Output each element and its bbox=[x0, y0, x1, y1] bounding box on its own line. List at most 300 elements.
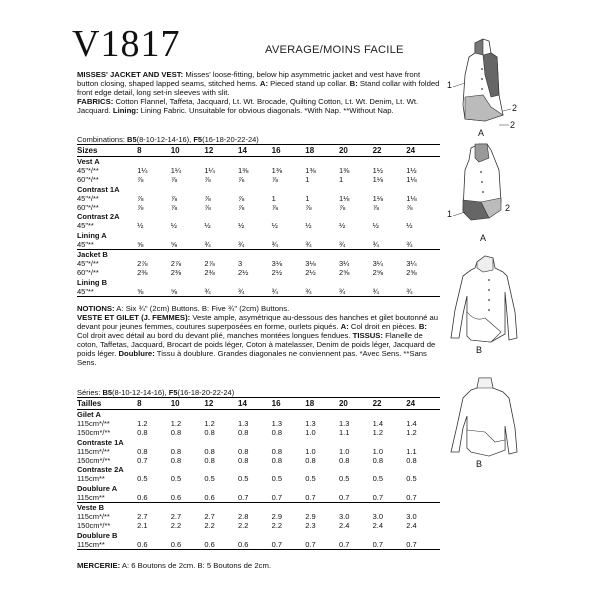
table-cell: 1½ bbox=[406, 166, 417, 176]
table-cell: 0.7 bbox=[238, 492, 249, 502]
fig-a2-letter: A bbox=[480, 233, 487, 243]
table-row bbox=[77, 203, 440, 212]
table-row bbox=[77, 447, 440, 456]
empty-cell bbox=[406, 410, 440, 420]
row-label: 115cm*/** bbox=[77, 419, 110, 429]
empty-cell bbox=[137, 438, 171, 447]
empty-cell bbox=[373, 438, 407, 447]
empty-cell bbox=[204, 438, 238, 447]
en-combinations-label: Combinations: bbox=[77, 135, 125, 144]
table-cell: 3 bbox=[238, 259, 243, 269]
row-label: Contraste 2A bbox=[77, 465, 124, 475]
en-notions-text: A: Six ¾" (2cm) Buttons. B: Five ¾" (2cm) Buttons. bbox=[114, 304, 290, 313]
fig-b2-letter: B bbox=[476, 459, 483, 469]
empty-cell bbox=[305, 185, 339, 194]
table-cell: ⅞ bbox=[204, 193, 211, 203]
table-cell: 0.8 bbox=[338, 456, 350, 466]
table-cell: 1.0 bbox=[338, 446, 350, 456]
table-cell: ⅞ bbox=[170, 175, 177, 185]
empty-cell bbox=[373, 465, 407, 474]
empty-cell bbox=[373, 185, 407, 194]
fr-combo-b5: B5 bbox=[102, 388, 113, 397]
row-label: 45"** bbox=[77, 239, 94, 249]
fr-b-text: Col droit avec détail au bord du devant plié, manches montées longues fendues. bbox=[77, 331, 353, 341]
table-cell: 2½ bbox=[271, 268, 283, 278]
empty-cell bbox=[272, 503, 306, 513]
empty-cell bbox=[339, 231, 373, 240]
table-cell: ¾ bbox=[339, 287, 373, 297]
empty-cell bbox=[137, 503, 171, 513]
row-label: Lining A bbox=[77, 230, 107, 240]
table-cell: 2½ bbox=[305, 268, 316, 278]
table-cell: 2.2 bbox=[271, 521, 283, 531]
empty-cell bbox=[272, 157, 306, 167]
table-cell: 2.7 bbox=[204, 512, 215, 522]
table-cell: ⅞ bbox=[204, 203, 211, 213]
row-label: 150cm*/** bbox=[77, 521, 111, 531]
table-cell: 1.3 bbox=[305, 419, 316, 429]
table-row bbox=[77, 474, 440, 483]
table-cell: ½ bbox=[238, 221, 245, 231]
empty-cell bbox=[171, 212, 205, 221]
fr-doublure-label: Doublure: bbox=[118, 349, 155, 359]
table-cell: 3¼ bbox=[338, 259, 350, 269]
table-cell: 2.2 bbox=[170, 521, 182, 531]
table-cell: 1⅛ bbox=[338, 193, 350, 203]
table-cell: 1.3 bbox=[238, 419, 249, 429]
empty-cell bbox=[238, 278, 272, 287]
empty-cell bbox=[339, 410, 373, 420]
empty-cell bbox=[238, 212, 272, 221]
empty-cell bbox=[238, 531, 272, 540]
table-cell: 1.0 bbox=[305, 428, 316, 438]
table-cell: ½ bbox=[204, 221, 211, 231]
table-cell: 2.3 bbox=[305, 521, 316, 531]
empty-cell bbox=[339, 185, 373, 194]
table-cell: 0.8 bbox=[170, 446, 182, 456]
empty-cell bbox=[305, 231, 339, 240]
en-lining-label: Lining: bbox=[112, 106, 139, 116]
table-cell: 1.1 bbox=[338, 428, 350, 438]
table-cell: 3¼ bbox=[372, 259, 384, 269]
empty-cell bbox=[272, 212, 306, 221]
table-cell: 1.1 bbox=[406, 446, 417, 456]
empty-cell bbox=[137, 212, 171, 221]
empty-cell bbox=[406, 231, 440, 240]
empty-cell bbox=[272, 231, 306, 240]
empty-cell bbox=[272, 278, 306, 287]
table-cell: 0.5 bbox=[271, 474, 283, 484]
empty-cell bbox=[171, 465, 205, 474]
empty-cell bbox=[339, 278, 373, 287]
empty-cell bbox=[238, 484, 272, 493]
en-combo-f5: F5 bbox=[193, 135, 203, 144]
header-size: 14 bbox=[238, 145, 272, 157]
table-cell: 0.5 bbox=[372, 474, 384, 484]
french-description bbox=[77, 313, 440, 368]
table-section-row bbox=[77, 212, 440, 221]
table-cell: 0.8 bbox=[238, 456, 249, 466]
table-cell: ¾ bbox=[305, 287, 339, 297]
empty-cell bbox=[204, 231, 238, 240]
empty-cell bbox=[137, 278, 171, 287]
table-cell: ⅞ bbox=[170, 193, 177, 203]
table-cell: 0.7 bbox=[373, 540, 407, 550]
empty-cell bbox=[238, 231, 272, 240]
table-row bbox=[77, 540, 440, 550]
header-size: 20 bbox=[339, 145, 373, 157]
row-label: Doublure B bbox=[77, 530, 118, 540]
en-fabrics-label: FABRICS: bbox=[77, 97, 114, 107]
fr-a-label: A: bbox=[340, 322, 349, 332]
table-cell: 2.9 bbox=[271, 512, 283, 522]
empty-cell bbox=[373, 212, 407, 221]
en-a-label: A: bbox=[259, 79, 269, 89]
header-size: 10 bbox=[171, 398, 205, 410]
header-sizes: Tailles bbox=[77, 398, 137, 410]
empty-cell bbox=[137, 250, 171, 260]
en-fabrics-text: Cotton Flannel, Taffeta, Jacquard, Lt. Wt. Brocade, Quilting Cotton, Lt. Wt. Denim, Lt. Wt. Jacquard. bbox=[77, 97, 419, 116]
empty-cell bbox=[406, 531, 440, 540]
row-label: 45"** bbox=[77, 287, 137, 297]
table-cell: ⅞ bbox=[238, 175, 245, 185]
row-label: Gilet A bbox=[77, 410, 101, 419]
table-cell: 0.8 bbox=[305, 456, 316, 466]
table-cell: 2.2 bbox=[204, 521, 215, 531]
table-cell: ⅞ bbox=[238, 193, 245, 203]
en-desc: Misses' loose-fitting, below hip asymmetric jacket and vest have front button closing, shaped lapped seams, stitched hems. bbox=[77, 70, 421, 89]
row-label: 60"*/** bbox=[77, 268, 99, 278]
fr-doublure-text: Tissu à doublure. Grandes diagonales ne conviennent pas. *Avec Sens. **Sans Sens. bbox=[77, 349, 427, 368]
empty-cell bbox=[204, 278, 238, 287]
table-cell: 2½ bbox=[238, 268, 249, 278]
table-cell: 2.4 bbox=[338, 521, 350, 531]
table-cell: ⅞ bbox=[305, 203, 312, 213]
empty-cell bbox=[406, 212, 440, 221]
table-cell: 0.7 bbox=[406, 540, 440, 550]
empty-cell bbox=[406, 465, 440, 474]
empty-cell bbox=[406, 185, 440, 194]
table-cell: 0.5 bbox=[305, 474, 316, 484]
empty-cell bbox=[171, 410, 205, 420]
empty-cell bbox=[373, 410, 407, 420]
row-label: 115cm*/** bbox=[77, 512, 110, 522]
fr-title: VESTE ET GILET (J. FEMMES): bbox=[77, 313, 191, 322]
table-cell: 1.4 bbox=[406, 419, 417, 429]
table-cell: 0.8 bbox=[204, 428, 215, 438]
empty-cell bbox=[171, 231, 205, 240]
table-cell: 0.8 bbox=[204, 456, 215, 466]
pattern-code: V1817 bbox=[72, 23, 181, 65]
fr-series bbox=[77, 388, 234, 397]
table-cell: ⅞ bbox=[137, 193, 144, 203]
table-header-row bbox=[77, 398, 440, 410]
empty-cell bbox=[339, 484, 373, 493]
empty-cell bbox=[373, 231, 407, 240]
empty-cell bbox=[238, 410, 272, 420]
table-cell: 1.2 bbox=[372, 428, 384, 438]
row-label: 45"*/** bbox=[77, 259, 99, 269]
fig-a1-letter: A bbox=[478, 128, 485, 138]
table-section-row bbox=[77, 157, 440, 167]
fr-series-label: Séries: bbox=[77, 388, 101, 397]
empty-cell bbox=[238, 250, 272, 260]
fr-tissus-label: TISSUS: bbox=[352, 331, 383, 341]
table-section-row bbox=[77, 410, 440, 420]
empty-cell bbox=[137, 157, 171, 167]
fr-desc: Veste ample, asymétrique au-dessous des hanches et gilet boutonné au devant pour jeunes femmes, coutures superposées en forme, ourlets piqués. bbox=[77, 313, 439, 332]
table-cell: 0.8 bbox=[238, 428, 249, 438]
table-cell: 1.3 bbox=[338, 419, 350, 429]
table-cell: 1.2 bbox=[170, 419, 182, 429]
header-size: 20 bbox=[339, 398, 373, 410]
table-cell: 2.2 bbox=[238, 521, 249, 531]
en-notions-label: NOTIONS: bbox=[77, 304, 115, 313]
table-cell: 0.7 bbox=[372, 492, 384, 502]
table-cell: 1¼ bbox=[137, 166, 148, 176]
table-row bbox=[77, 456, 440, 465]
empty-cell bbox=[339, 465, 373, 474]
empty-cell bbox=[406, 438, 440, 447]
empty-cell bbox=[204, 465, 238, 474]
header-size: 12 bbox=[204, 398, 238, 410]
empty-cell bbox=[305, 465, 339, 474]
en-b-text: Stand collar with folded front edge detail, long set-in sleeves with slit. bbox=[77, 79, 440, 98]
table-cell: ½ bbox=[305, 221, 312, 231]
table-cell: 1⅜ bbox=[271, 166, 283, 176]
row-label: 60"*/** bbox=[77, 203, 99, 213]
table-cell: ¾ bbox=[272, 287, 306, 297]
table-cell: 0.8 bbox=[406, 456, 417, 466]
table-cell: 0.7 bbox=[272, 540, 306, 550]
empty-cell bbox=[204, 484, 238, 493]
row-label: 150cm*/** bbox=[77, 456, 111, 466]
header-size: 8 bbox=[137, 398, 171, 410]
empty-cell bbox=[272, 484, 306, 493]
empty-cell bbox=[171, 185, 205, 194]
table-cell: 2⅜ bbox=[137, 268, 148, 278]
header-size: 18 bbox=[305, 398, 339, 410]
table-cell: 1.4 bbox=[372, 419, 384, 429]
row-label: Contraste 1A bbox=[77, 437, 124, 447]
english-description bbox=[77, 70, 440, 115]
table-cell: 0.6 bbox=[137, 492, 148, 502]
empty-cell bbox=[238, 438, 272, 447]
empty-cell bbox=[137, 531, 171, 540]
empty-cell bbox=[272, 531, 306, 540]
table-row bbox=[77, 287, 440, 297]
empty-cell bbox=[171, 157, 205, 167]
row-label: 115cm*/** bbox=[77, 446, 110, 456]
header-size: 16 bbox=[272, 145, 306, 157]
table-row bbox=[77, 419, 440, 428]
table-cell: 1⅛ bbox=[406, 193, 417, 203]
table-cell: 3.0 bbox=[338, 512, 350, 522]
table-cell: ⅞ bbox=[170, 203, 177, 213]
fig-a1-label-1: 1 bbox=[447, 80, 453, 90]
empty-cell bbox=[305, 531, 339, 540]
fr-tissus-text: Flanelle de coton, Taffetas, Jacquard, Brocart de poids léger, Coton à matelasser, Denim de poids léger, Jacquard de poids léger. bbox=[77, 331, 436, 359]
table-cell: ⅝ bbox=[137, 239, 144, 249]
empty-cell bbox=[171, 250, 205, 260]
table-cell: 0.6 bbox=[171, 540, 205, 550]
empty-cell bbox=[137, 465, 171, 474]
vest-a-illustration-2 bbox=[445, 140, 525, 240]
header-size: 10 bbox=[171, 145, 205, 157]
fig-a2-label-2: 2 bbox=[505, 203, 511, 213]
jacket-b-illustration-2 bbox=[445, 372, 535, 462]
row-label: Vest A bbox=[77, 157, 100, 166]
empty-cell bbox=[373, 484, 407, 493]
empty-cell bbox=[204, 212, 238, 221]
empty-cell bbox=[272, 185, 306, 194]
empty-cell bbox=[373, 278, 407, 287]
table-cell: 0.6 bbox=[204, 540, 238, 550]
header-size: 22 bbox=[373, 398, 407, 410]
empty-cell bbox=[204, 503, 238, 513]
table-cell: ¾ bbox=[238, 287, 272, 297]
empty-cell bbox=[373, 503, 407, 513]
empty-cell bbox=[171, 503, 205, 513]
table-cell: ⅝ bbox=[170, 239, 177, 249]
table-cell: 3¼ bbox=[406, 259, 417, 269]
table-cell: 0.8 bbox=[170, 428, 182, 438]
table-cell: 1.0 bbox=[305, 446, 316, 456]
table-cell: ½ bbox=[372, 221, 379, 231]
empty-cell bbox=[137, 231, 171, 240]
table-section-row bbox=[77, 438, 440, 447]
table-section-row bbox=[77, 278, 440, 287]
table-row bbox=[77, 268, 440, 277]
table-cell: 0.7 bbox=[338, 492, 350, 502]
table-cell: 2⅝ bbox=[406, 268, 417, 278]
yardage-table-fr bbox=[77, 397, 440, 550]
table-cell: 1.0 bbox=[372, 446, 384, 456]
table-section-row bbox=[77, 185, 440, 194]
table-cell: 2⅞ bbox=[204, 259, 215, 269]
header-size: 24 bbox=[406, 398, 440, 410]
table-section-row bbox=[77, 484, 440, 493]
table-cell: 0.8 bbox=[271, 456, 283, 466]
table-cell: 1.2 bbox=[137, 419, 148, 429]
empty-cell bbox=[406, 503, 440, 513]
table-cell: 0.7 bbox=[305, 540, 339, 550]
empty-cell bbox=[137, 185, 171, 194]
table-cell: 0.5 bbox=[406, 474, 417, 484]
empty-cell bbox=[339, 503, 373, 513]
table-cell: 0.7 bbox=[406, 492, 417, 502]
empty-cell bbox=[238, 185, 272, 194]
table-cell: 3.0 bbox=[406, 512, 417, 522]
empty-cell bbox=[305, 484, 339, 493]
table-cell: ⅞ bbox=[238, 203, 245, 213]
row-label: Lining B bbox=[77, 277, 107, 287]
row-label: 115cm** bbox=[77, 474, 105, 484]
empty-cell bbox=[171, 278, 205, 287]
table-cell: 0.6 bbox=[238, 540, 272, 550]
table-cell: 0.8 bbox=[204, 446, 215, 456]
table-section-row bbox=[77, 531, 440, 540]
table-cell: 0.6 bbox=[137, 540, 171, 550]
table-cell: 0.8 bbox=[372, 456, 384, 466]
row-label: 115cm** bbox=[77, 492, 105, 502]
header-size: 14 bbox=[238, 398, 272, 410]
row-label: Doublure A bbox=[77, 483, 118, 493]
table-section-row bbox=[77, 250, 440, 260]
table-cell: 1 bbox=[305, 193, 310, 203]
empty-cell bbox=[204, 531, 238, 540]
table-cell: 0.8 bbox=[137, 428, 148, 438]
table-cell: 0.7 bbox=[305, 492, 316, 502]
header-size: 12 bbox=[204, 145, 238, 157]
row-label: Veste B bbox=[77, 503, 137, 513]
table-cell: 2⅜ bbox=[170, 268, 182, 278]
fig-b1-letter: B bbox=[476, 345, 483, 355]
table-cell: ⅝ bbox=[171, 287, 205, 297]
table-cell: 2⅝ bbox=[338, 268, 350, 278]
table-cell: 1⅜ bbox=[238, 166, 249, 176]
table-cell: ¾ bbox=[271, 239, 278, 249]
empty-cell bbox=[406, 278, 440, 287]
table-row bbox=[77, 512, 440, 521]
table-cell: ⅞ bbox=[204, 175, 211, 185]
fig-a1-label-3: 2 bbox=[510, 120, 516, 130]
empty-cell bbox=[204, 410, 238, 420]
table-cell: 0.7 bbox=[137, 456, 148, 466]
header-sizes: Sizes bbox=[77, 145, 137, 157]
fr-a-text: Col droit en pièces. bbox=[348, 322, 419, 332]
yardage-table-en bbox=[77, 144, 440, 297]
empty-cell bbox=[305, 503, 339, 513]
table-cell: 0.7 bbox=[339, 540, 373, 550]
en-a-text: Pieced stand up collar. bbox=[268, 79, 350, 89]
table-row bbox=[77, 428, 440, 437]
row-label: 45"*/** bbox=[77, 193, 99, 203]
table-cell: 1¼ bbox=[170, 166, 182, 176]
row-label: 60"*/** bbox=[77, 175, 99, 185]
empty-cell bbox=[204, 185, 238, 194]
en-combo-f5-sizes: (16-18-20-22-24) bbox=[202, 135, 259, 144]
header-size: 24 bbox=[406, 145, 440, 157]
table-row bbox=[77, 166, 440, 175]
table-cell: 3.0 bbox=[372, 512, 384, 522]
fr-mercerie-label: MERCERIE: bbox=[77, 561, 121, 570]
table-cell: ¾ bbox=[305, 239, 312, 249]
row-label: Jacket B bbox=[77, 250, 137, 260]
table-section-row bbox=[77, 465, 440, 474]
table-cell: 1.3 bbox=[271, 419, 283, 429]
fr-mercerie-text: A: 6 Boutons de 2cm. B: 5 Boutons de 2cm. bbox=[120, 561, 271, 570]
table-row bbox=[77, 259, 440, 268]
table-cell: 0.5 bbox=[204, 474, 215, 484]
table-cell: ⅝ bbox=[137, 287, 171, 297]
en-combo-b5-sizes: (8-10-12-14-16), bbox=[136, 135, 192, 144]
table-cell: ¾ bbox=[406, 287, 440, 297]
difficulty-level: AVERAGE/MOINS FACILE bbox=[265, 44, 404, 56]
table-cell: 2⅞ bbox=[137, 259, 148, 269]
table-cell: 0.8 bbox=[271, 428, 283, 438]
empty-cell bbox=[339, 250, 373, 260]
table-cell: 1⅛ bbox=[372, 175, 384, 185]
empty-cell bbox=[339, 212, 373, 221]
fig-a2-label-1: 1 bbox=[447, 209, 453, 219]
table-cell: ⅞ bbox=[271, 203, 278, 213]
fr-b-label: B: bbox=[418, 322, 427, 332]
table-cell: 1⅜ bbox=[338, 166, 350, 176]
empty-cell bbox=[305, 212, 339, 221]
empty-cell bbox=[339, 157, 373, 167]
table-cell: 0.8 bbox=[170, 456, 182, 466]
